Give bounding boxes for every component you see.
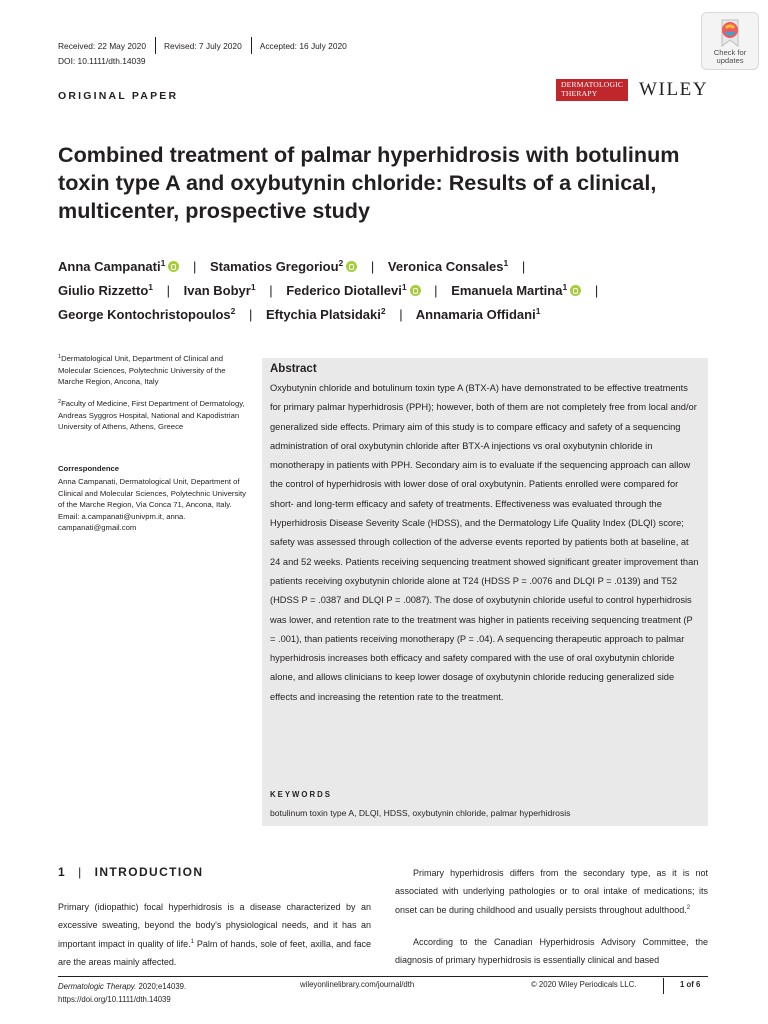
author-line <box>58 279 718 303</box>
copyright: © 2020 Wiley Periodicals LLC. <box>531 980 637 989</box>
author-list <box>58 255 718 327</box>
doi[interactable]: DOI: 10.1111/dth.14039 <box>58 56 146 66</box>
divider <box>663 978 664 994</box>
correspondence-heading: Correspondence <box>58 464 120 473</box>
affiliation <box>58 353 248 388</box>
author-separator: | <box>594 283 599 298</box>
abstract-text: Oxybutynin chloride and botulinum toxin type A (BTX-A) have demonstrated to be effective treatments for primary palmar hyperhidrosis (PPH); however, both of them are not completely free from local and/or generalized side effects. Primary aim of this study is to compare efficacy and safety of a sequencing administration of oral oxybutynin chloride after BTX-A injections vs oral oxybutynin chloride in monotherapy in patients with PPH. Secondary aim is to evaluate if the sequencing approach can allow the control of hyperhidrosis with lower dose of oral oxybutynin. Patients enrolled were compared for short- and long-term efficacy and safety of treatments. Effectiveness was evaluated through the Hyperhidrosis Disease Severity Scale (HDSS), and the Dermatology Life Quality Index (DLQI) score; safety was assessed through collection of the adverse events reported by patients both at baseline, at 24 and 52 weeks. Patients receiving sequencing treatment showed significant greater improvement than patients receiving oxybutynin chloride alone at T24 (HDSS P = .0076 and DLQI P = .0139) and T52 (HDSS P = .0387 and DLQI P = .0087). The dose of oxybutynin chloride useful to control hyperhidrosis was lower, and retention rate to the treatment was higher in patients receiving sequencing treatment (P = .001), than patients receiving monotherapy (P = .04). A sequencing therapeutic approach to palmar hyperhidrosis increases both efficacy and safety compared with the use of oral oxybutynin chloride alone, and allows clinicians to keep lower dosage of oxybutynin chloride reducing generalized side effects and increasing the retention rate to the treatment. <box>270 383 699 702</box>
author-name[interactable]: Veronica Consales <box>387 259 504 274</box>
publisher-logo: WILEY <box>639 79 709 100</box>
abstract-heading: Abstract <box>270 363 317 375</box>
affiliation-text: Dermatological Unit, Department of Clinical and Molecular Sciences, Polytechnic University of the Marche Region, Ancona, Italy <box>58 354 226 387</box>
author-name[interactable]: Giulio Rizzetto <box>58 283 149 298</box>
correspondence-details: Anna Campanati, Dermatological Unit, Department of Clinical and Molecular Sciences, Polytechnic University of the Marche Region, Via Conca 71, Ancona, Italy. Email: a.campanati@univpm.it, anna. campanati@gmail.com <box>58 477 246 533</box>
author-name[interactable]: Annamaria Offidani <box>415 307 536 322</box>
author-separator: | <box>399 307 403 322</box>
author-line <box>58 303 718 327</box>
author-line <box>58 255 718 279</box>
accepted-date: Accepted: 16 July 2020 <box>259 40 347 51</box>
article-title: Combined treatment of palmar hyperhidrosis with botulinum toxin type A and oxybutynin chloride: Results of a clinical, multicenter, prospective study <box>58 142 680 223</box>
section-heading <box>58 865 203 879</box>
divider <box>251 37 252 54</box>
affiliation-ref: 1 <box>535 306 541 316</box>
check-for-updates-button[interactable] <box>701 12 759 70</box>
body-paragraph: According to the Canadian Hyperhidrosis Advisory Committee, the diagnosis of primary hyperhidrosis is essentially clinical and based <box>395 937 708 966</box>
affiliation-ref: 1 <box>401 282 407 292</box>
keywords-list: botulinum toxin type A, DLQI, HDSS, oxybutynin chloride, palmar hyperhidrosis <box>270 808 571 818</box>
article-type: ORIGINAL PAPER <box>58 90 179 102</box>
body-paragraph <box>395 864 708 919</box>
section-title: INTRODUCTION <box>94 865 204 879</box>
paragraph-text: Palm of hands, sole of feet, axilla, and face are the areas mainly affected. <box>58 938 372 968</box>
affiliation <box>58 398 248 433</box>
author-name[interactable]: George Kontochristopoulos <box>58 307 231 322</box>
author-name[interactable]: Stamatios Gregoriou <box>209 259 339 274</box>
author-separator: | <box>192 259 197 274</box>
citation-ref[interactable]: 1 <box>190 938 195 945</box>
citation-ref[interactable]: 2 <box>686 904 691 911</box>
author-separator: | <box>269 283 273 298</box>
footer-citation <box>58 980 186 1006</box>
affiliation-ref: 1 <box>250 282 256 292</box>
orcid-icon[interactable] <box>168 261 179 272</box>
affiliation-ref: 2 <box>230 306 236 316</box>
journal-logo: DERMATOLOGIC THERAPY <box>556 79 628 101</box>
affiliation-number: 1 <box>58 354 62 360</box>
author-separator: | <box>521 259 526 274</box>
affiliation-ref: 1 <box>503 258 509 268</box>
author-name[interactable]: Eftychia Platsidaki <box>266 307 381 322</box>
received-date: Received: 22 May 2020 <box>58 40 146 51</box>
body-paragraph <box>58 898 371 972</box>
section-number: 1 <box>58 865 67 879</box>
author-name[interactable]: Emanuela Martina <box>451 283 563 298</box>
check-for-updates-label: Check for updates <box>713 48 747 65</box>
journal-website-link[interactable]: wileyonlinelibrary.com/journal/dth <box>300 980 415 989</box>
affiliation-ref: 2 <box>338 258 344 268</box>
heading-separator: | <box>78 865 83 879</box>
affiliation-text: Faculty of Medicine, First Department of Dermatology, Andreas Syggros Hospital, National and Kapodistrian University of Athens, Athens, Greece <box>58 399 245 432</box>
author-separator: | <box>434 283 438 298</box>
orcid-icon[interactable] <box>410 285 421 296</box>
affiliation-number: 2 <box>58 399 62 405</box>
author-separator: | <box>166 283 171 298</box>
divider <box>155 37 156 54</box>
author-separator: | <box>370 259 375 274</box>
affiliation-ref: 1 <box>148 282 154 292</box>
revised-date: Revised: 7 July 2020 <box>164 40 242 51</box>
publication-dates <box>58 37 347 54</box>
footer-rule <box>58 976 708 977</box>
affiliation-ref: 1 <box>562 282 568 292</box>
bookmark-ribbon-icon <box>716 18 744 48</box>
orcid-icon[interactable] <box>570 285 581 296</box>
affiliation-ref: 2 <box>380 306 386 316</box>
author-separator: | <box>248 307 253 322</box>
doi-link[interactable]: https://doi.org/10.1111/dth.14039 <box>58 995 171 1004</box>
citation-info: 2020;e14039. <box>136 982 187 991</box>
author-name[interactable]: Ivan Bobyr <box>183 283 251 298</box>
journal-name: Dermatologic Therapy. <box>58 982 137 991</box>
author-name[interactable]: Anna Campanati <box>58 259 161 274</box>
affiliation-ref: 1 <box>160 258 166 268</box>
paragraph-text: Primary hyperhidrosis differs from the secondary type, as it is not associated with underlying pathologies or to oral intake of medications; its onset can be during childhood and usually persists throughout adulthood. <box>395 868 708 915</box>
orcid-icon[interactable] <box>346 261 357 272</box>
page-number: 1 of 6 <box>680 980 701 989</box>
author-name[interactable]: Federico Diotallevi <box>286 283 402 298</box>
keywords-heading: KEYWORDS <box>270 790 332 799</box>
paragraph-text: Primary (idiopathic) focal hyperhidrosis is a disease characterized by an excessive sweating, beyond the body's physiological needs, and it has an important impact in quality of life. <box>58 902 371 949</box>
